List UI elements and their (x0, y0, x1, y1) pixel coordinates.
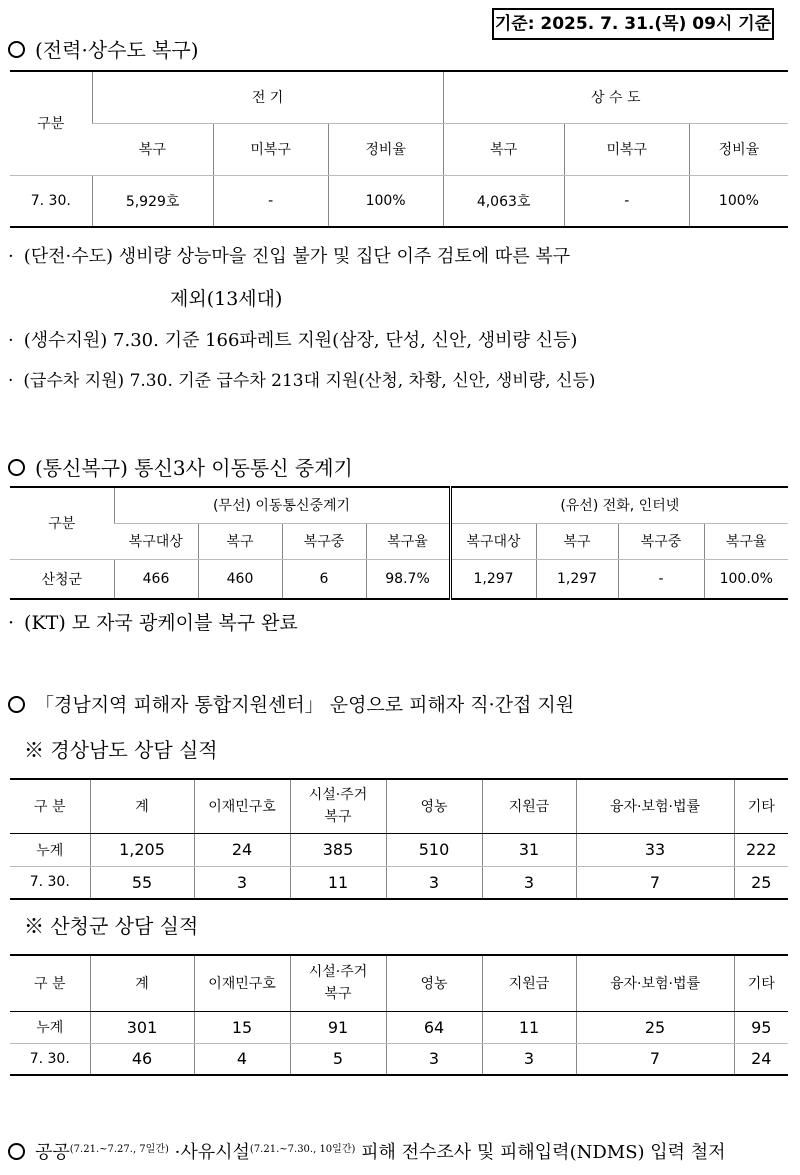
table-cell: 91 (290, 1011, 386, 1043)
table-cell: 7. 30. (10, 1043, 90, 1075)
table-header: 미복구 (213, 123, 328, 175)
table-header: 복구 (92, 123, 213, 175)
telecom-table (10, 486, 788, 600)
table-cell: 55 (90, 866, 194, 899)
reference-date-stamp: 기준: 2025. 7. 31.(목) 09시 기준 (492, 8, 774, 40)
table-cell: 64 (386, 1011, 482, 1043)
table-cell: 산청군 (10, 559, 114, 599)
table-header: 미복구 (564, 123, 689, 175)
table-cell: 460 (198, 559, 282, 599)
gyeongnam-subheading: ※ 경상남도 상담 실적 (24, 738, 218, 762)
table-cell: 222 (734, 833, 788, 866)
table-row (10, 559, 788, 599)
table-cell: 25 (734, 866, 788, 899)
table-header: 복구대상 (450, 523, 536, 559)
table-cell: 46 (90, 1043, 194, 1075)
table-row (10, 1011, 788, 1043)
table-cell: 11 (290, 866, 386, 899)
table-cell: - (213, 175, 328, 227)
table-row (10, 866, 788, 899)
section-support-center-heading: 「경남지역 피해자 통합지원센터」 운영으로 피해자 직·간접 지원 (8, 690, 574, 717)
table-header: (무선) 이동통신중계기 (114, 487, 450, 523)
table-header: 융자·보험·법률 (576, 779, 734, 833)
table-header: 영농 (386, 779, 482, 833)
circle-bullet-icon (8, 696, 25, 713)
table-header: 영농 (386, 955, 482, 1011)
table-cell: 7. 30. (10, 175, 92, 227)
section-telecom-heading: (통신복구) 통신3사 이동통신 중계기 (8, 452, 353, 481)
table-header: 복구 (536, 523, 618, 559)
table-header: 융자·보험·법률 (576, 955, 734, 1011)
table-cell: 1,297 (450, 559, 536, 599)
table-cell: - (564, 175, 689, 227)
table-header: 복구중 (282, 523, 366, 559)
table-header: 복구중 (618, 523, 704, 559)
table-cell: 95 (734, 1011, 788, 1043)
table-cell: 4 (194, 1043, 290, 1075)
table-cell: - (618, 559, 704, 599)
table-cell: 3 (194, 866, 290, 899)
table-row (10, 833, 788, 866)
table-cell: 100% (689, 175, 788, 227)
table-cell: 510 (386, 833, 482, 866)
table-cell: 3 (482, 866, 576, 899)
table-cell: 24 (194, 833, 290, 866)
table-cell: 385 (290, 833, 386, 866)
table-cell: 100.0% (704, 559, 788, 599)
table-header: 복구 (443, 123, 564, 175)
table-cell: 3 (386, 1043, 482, 1075)
table-header: 전 기 (92, 71, 443, 123)
table-cell: 7. 30. (10, 866, 90, 899)
table-cell: 6 (282, 559, 366, 599)
survey-instruction-line: 공공$^{(7.21.\sim 7.27., 7일간)}$ ·사유시설$^{(7.21.\sim 7.30., 10일간)}$ 피해 전수조사 및 피해입력(NDMS) 입력 철저 (8, 1138, 726, 1164)
table-header: 복구율 (704, 523, 788, 559)
table-header: 지원금 (482, 955, 576, 1011)
table-cell: 98.7% (366, 559, 450, 599)
bullet-item: · (단전·수도) 생비량 상능마을 진입 불가 및 집단 이주 검토에 따른 복구 (8, 246, 571, 267)
table-header: 지원금 (482, 779, 576, 833)
table-header: 복구 (198, 523, 282, 559)
circle-bullet-icon (8, 1143, 25, 1160)
table-cell: 24 (734, 1043, 788, 1075)
power-water-table (10, 70, 788, 228)
sancheong-subheading: ※ 산청군 상담 실적 (24, 914, 199, 938)
table-header: 상 수 도 (443, 71, 788, 123)
table-cell: 3 (386, 866, 482, 899)
table-header: 구분 (10, 487, 114, 559)
table-row (10, 175, 788, 227)
gyeongnam-counseling-table (10, 778, 788, 900)
bullet-item: · (KT) 모 자국 광케이블 복구 완료 (8, 612, 298, 634)
table-header: 구 분 (10, 955, 90, 1011)
table-header: 정비율 (689, 123, 788, 175)
table-cell: 1,205 (90, 833, 194, 866)
table-cell: 누계 (10, 1011, 90, 1043)
circle-bullet-icon (8, 459, 25, 476)
table-header: 정비율 (328, 123, 443, 175)
table-header: 기타 (734, 955, 788, 1011)
table-cell: 1,297 (536, 559, 618, 599)
table-cell: 5 (290, 1043, 386, 1075)
table-cell: 3 (482, 1043, 576, 1075)
table-cell: 누계 (10, 833, 90, 866)
table-header: 복구대상 (114, 523, 198, 559)
sancheong-counseling-table (10, 954, 788, 1076)
table-header: 이재민구호 (194, 779, 290, 833)
table-cell: 15 (194, 1011, 290, 1043)
bullet-item: · (생수지원) 7.30. 기준 166파레트 지원(삼장, 단성, 신안, 생비량 신등) (8, 330, 578, 351)
table-cell: 5,929호 (92, 175, 213, 227)
table-header: 구 분 (10, 779, 90, 833)
table-header: 시설·주거 복구 (290, 779, 386, 833)
bullet-item: · (급수차 지원) 7.30. 기준 급수차 213대 지원(산청, 차황, 신안, 생비량, 신등) (8, 371, 596, 391)
table-cell: 33 (576, 833, 734, 866)
table-cell: 7 (576, 1043, 734, 1075)
table-header: 복구율 (366, 523, 450, 559)
table-cell: 100% (328, 175, 443, 227)
table-cell: 25 (576, 1011, 734, 1043)
section-power-water-heading: (전력·상수도 복구) (8, 34, 199, 63)
table-header: 기타 (734, 779, 788, 833)
table-header: 시설·주거 복구 (290, 955, 386, 1011)
table-cell: 4,063호 (443, 175, 564, 227)
table-cell: 466 (114, 559, 198, 599)
table-header: 구분 (10, 71, 92, 175)
bullet-item-continuation: 제외(13세대) (170, 288, 283, 310)
table-header: (유선) 전화, 인터넷 (450, 487, 788, 523)
table-header: 계 (90, 955, 194, 1011)
table-cell: 7 (576, 866, 734, 899)
table-row (10, 1043, 788, 1075)
circle-bullet-icon (8, 41, 25, 58)
table-cell: 31 (482, 833, 576, 866)
table-header: 계 (90, 779, 194, 833)
table-cell: 11 (482, 1011, 576, 1043)
table-header: 이재민구호 (194, 955, 290, 1011)
table-cell: 301 (90, 1011, 194, 1043)
